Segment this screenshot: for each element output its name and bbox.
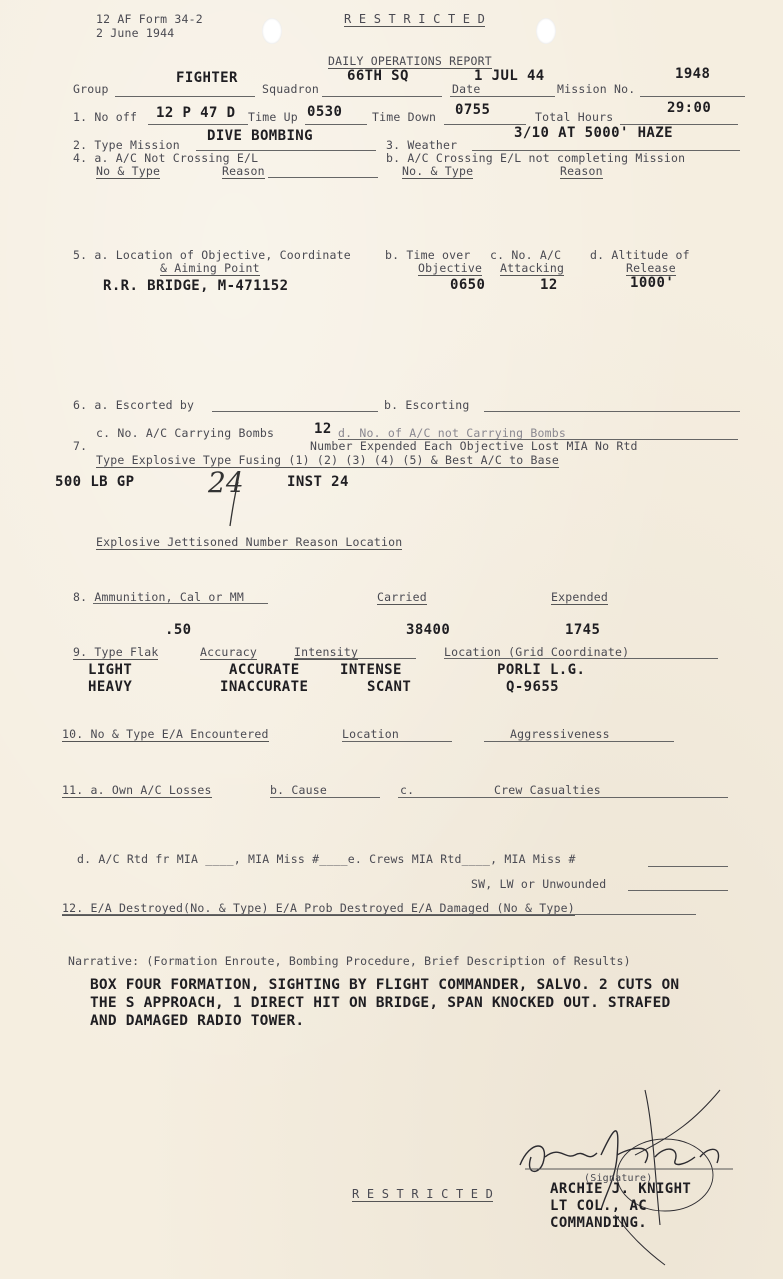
mia-returned-line: d. A/C Rtd fr MIA ____, MIA Miss #____e. Crews MIA Rtd____, MIA Miss # [77, 852, 576, 866]
weather-value: 3/10 AT 5000' HAZE [514, 125, 673, 141]
intensity-label: Intensity [294, 645, 359, 659]
total-hours-label: Total Hours [535, 110, 614, 124]
time-up-label: Time Up [248, 110, 298, 124]
narrative-label: Narrative: (Formation Enroute, Bombing Procedure, Brief Description of Results) [68, 954, 631, 968]
no-type-2: No. & Type [402, 164, 474, 178]
line5c-label: c. No. A/C [490, 248, 562, 262]
time-down-value: 0755 [455, 102, 491, 118]
line5c-label-2: Attacking [500, 261, 565, 275]
type-flak-label: 9. Type Flak [73, 645, 159, 659]
time-down-label: Time Down [372, 110, 437, 124]
flak-location-1: PORLI L.G. [497, 662, 586, 678]
signer-name: ARCHIE J. KNIGHT [550, 1181, 692, 1197]
form-number: 12 AF Form 34-2 [96, 12, 203, 26]
date-label: Date [452, 82, 481, 96]
accuracy-label: Accuracy [200, 645, 257, 659]
explosive-type-value: 500 LB GP [55, 474, 135, 490]
flak-accuracy-2: INACCURATE [220, 679, 309, 695]
line5a-label-2: & Aiming Point [160, 261, 260, 275]
escorted-label: 6. a. Escorted by [73, 398, 195, 412]
type-mission-value: DIVE BOMBING [207, 128, 313, 144]
squadron-label: Squadron [262, 82, 319, 96]
carried-value: 38400 [406, 622, 451, 638]
line5b-label: b. Time over [385, 248, 471, 262]
reason-2: Reason [560, 164, 603, 178]
not-carrying-label: d. No. of A/C not Carrying Bombs [338, 426, 566, 440]
group-value: FIGHTER [176, 70, 238, 86]
line1-label: 1. No off [73, 110, 138, 124]
flak-location-2: Q-9655 [506, 679, 559, 695]
type-mission-label: 2. Type Mission [73, 138, 180, 152]
narrative-text: BOX FOUR FORMATION, SIGHTING BY FLIGHT COMMANDER, SALVO. 2 CUTS ON THE S APPROACH, 1 DIRECT HIT ON BRIDGE, SPAN KNOCKED OUT. STRAFED AND DAMAGED RADIO TOWER. [90, 977, 680, 1029]
c-label: c. [400, 783, 415, 797]
restricted-top: R E S T R I C T E D [344, 12, 486, 26]
objective-value: R.R. BRIDGE, M-471152 [103, 278, 289, 294]
date-value: 1 JUL 44 [474, 68, 545, 84]
punch-hole-left [262, 18, 282, 44]
ea-location-label: Location [342, 727, 399, 741]
expended-label: Expended [551, 590, 608, 604]
ac-attacking-value: 12 [540, 277, 558, 293]
crew-casualties-label: Crew Casualties [494, 783, 601, 797]
line5a-label: 5. a. Location of Objective, Coordinate [73, 248, 351, 262]
signer-rank: LT COL., AC [550, 1198, 648, 1214]
fusing-value: INST 24 [287, 474, 349, 490]
total-hours-value: 29:00 [667, 100, 712, 116]
pen-stroke [226, 480, 246, 530]
squadron-value: 66TH SQ [347, 68, 409, 84]
escorting-label: b. Escorting [384, 398, 470, 412]
jettisoned-header: Explosive Jettisoned Number Reason Location [96, 535, 403, 549]
report-title: DAILY OPERATIONS REPORT [328, 54, 492, 68]
restricted-bottom: R E S T R I C T E D [352, 1187, 494, 1201]
ammunition-label: 8. Ammunition, Cal or MM [73, 590, 244, 604]
aggressiveness-label: Aggressiveness [510, 727, 610, 741]
line5d-label: d. Altitude of [590, 248, 690, 262]
time-over-value: 0650 [450, 277, 486, 293]
mission-value: 1948 [675, 66, 711, 82]
expended-value: 1745 [565, 622, 601, 638]
flak-type-light: LIGHT [88, 662, 133, 678]
line7-number: 7. [73, 439, 88, 453]
caliber-value: .50 [165, 622, 192, 638]
signer-title: COMMANDING. [550, 1215, 648, 1231]
carried-label: Carried [377, 590, 427, 604]
punch-hole-right [536, 18, 556, 44]
altitude-value: 1000' [630, 275, 675, 291]
wounded-line: SW, LW or Unwounded [471, 877, 607, 891]
type-explosive-header: Type Explosive Type Fusing (1) (2) (3) (4) (5) & Best A/C to Base [96, 453, 560, 467]
cause-label: b. Cause [270, 783, 327, 797]
expended-header: Number Expended Each Objective Lost MIA No Rtd [310, 439, 638, 453]
mission-label: Mission No. [557, 82, 636, 96]
no-type-1: No & Type [96, 164, 161, 178]
flak-intensity-1: INTENSE [340, 662, 402, 678]
flak-accuracy-1: ACCURATE [229, 662, 300, 678]
flak-location-label: Location (Grid Coordinate) [444, 645, 630, 659]
ea-encountered-label: 10. No & Type E/A Encountered [62, 727, 269, 741]
flak-intensity-2: SCANT [367, 679, 412, 695]
group-label: Group [73, 82, 109, 96]
ea-destroyed-label: 12. E/A Destroyed(No. & Type) E/A Prob Destroyed E/A Damaged (No & Type) [62, 901, 575, 915]
aircraft-value: 12 P 47 D [156, 105, 236, 121]
signature-caption: (Signature) [584, 1173, 653, 1184]
carrying-bombs-label: c. No. A/C Carrying Bombs [96, 426, 275, 440]
line5d-label-2: Release [626, 261, 676, 275]
carrying-bombs-value: 12 [314, 421, 332, 437]
weather-label: 3. Weather [386, 138, 458, 152]
line4a-label: 4. a. A/C Not Crossing E/L [73, 151, 259, 165]
own-losses-label: 11. a. Own A/C Losses [62, 783, 212, 797]
handwritten-count: 24 [208, 466, 244, 499]
time-up-value: 0530 [307, 104, 343, 120]
reason-1: Reason [222, 164, 265, 178]
line4b-label: b. A/C Crossing E/L not completing Mission [386, 151, 686, 165]
line5b-label-2: Objective [418, 261, 483, 275]
flak-type-heavy: HEAVY [88, 679, 133, 695]
form-date: 2 June 1944 [96, 26, 175, 40]
